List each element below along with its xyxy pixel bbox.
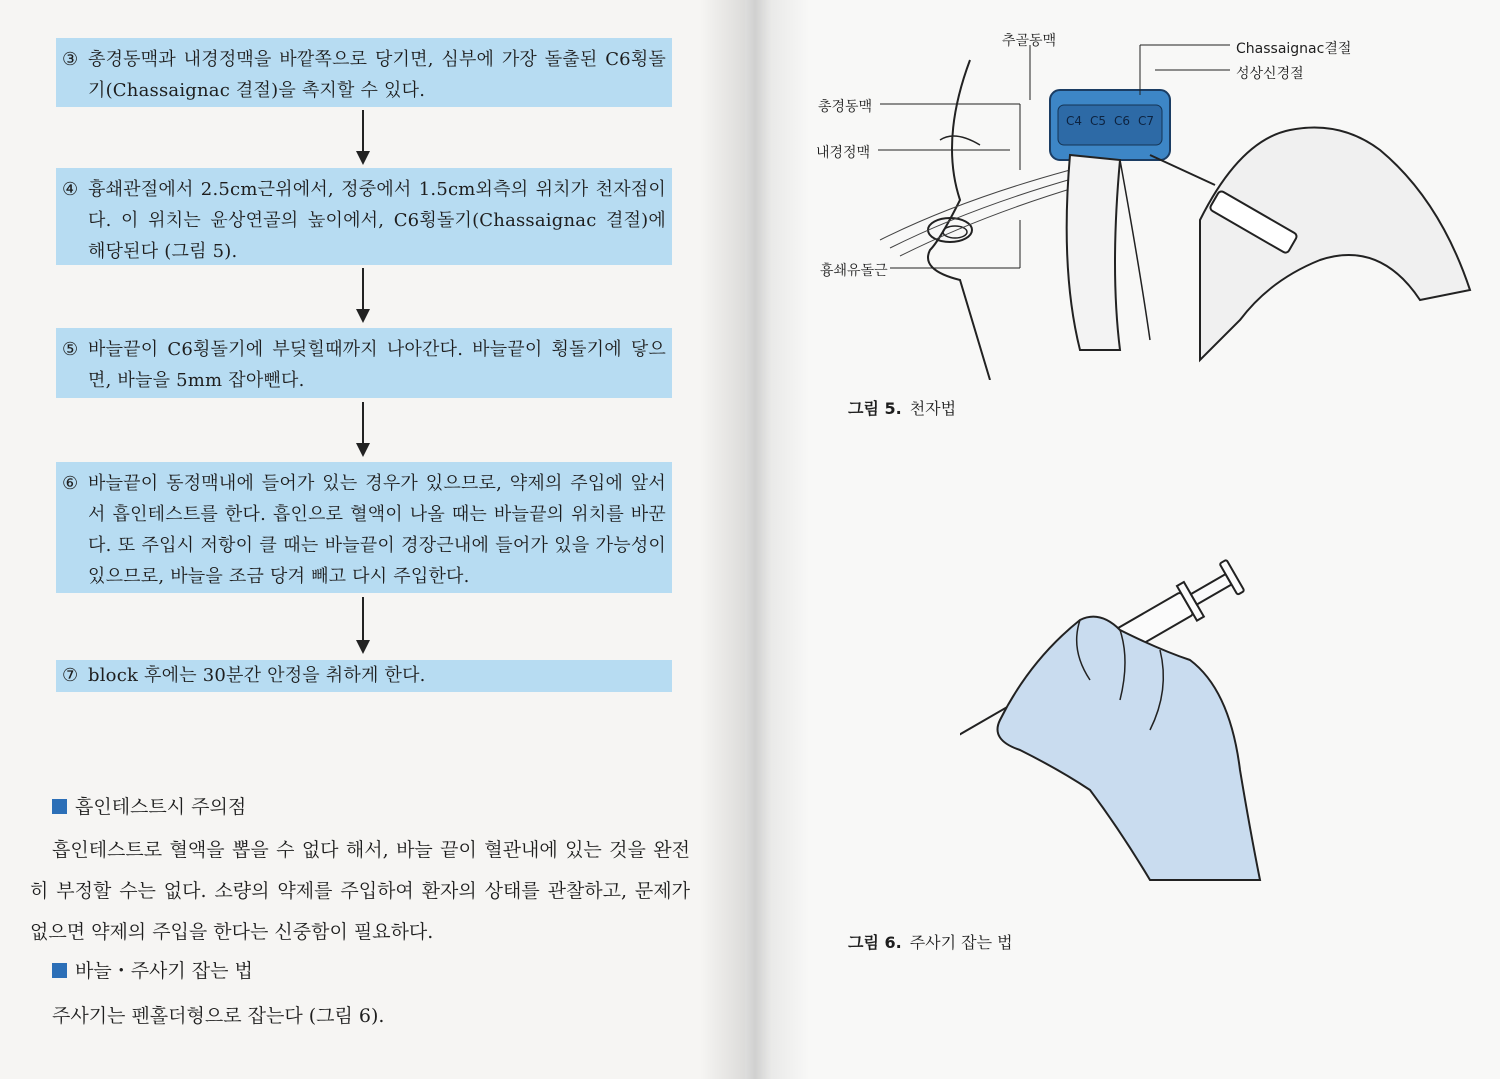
figure-6-caption-text: 주사기 잡는 법 [909, 933, 1013, 952]
figure-6-caption-label: 그림 6. [848, 933, 902, 952]
square-bullet-icon [52, 963, 67, 978]
figure-5-caption-label: 그림 5. [848, 399, 902, 418]
vertebra-c6: C6 [1114, 114, 1131, 128]
section-body-syringe: 주사기는 펜홀더형으로 잡는다 (그림 6). [52, 1005, 385, 1027]
vertebra-c7: C7 [1138, 114, 1155, 128]
figure-6-illustration [960, 550, 1270, 890]
step-text: block 후에는 30분간 안정을 취하게 한다. [88, 665, 426, 686]
figure-5-illustration [820, 20, 1480, 380]
step-6 [56, 462, 672, 593]
step-7 [56, 660, 672, 692]
square-bullet-icon [52, 799, 67, 814]
figure-6-caption [848, 930, 1013, 953]
flow-arrow [353, 402, 373, 457]
label-chassaignac: Chassaignac결절 [1236, 41, 1352, 57]
label-common-carotid: 총경동맥 [818, 99, 873, 115]
step-5 [56, 328, 672, 398]
label-scm: 흉쇄유돌근 [820, 263, 888, 279]
section-heading-syringe: 바늘・주사기 잡는 법 [52, 958, 253, 984]
label-internal-jugular: 내경정맥 [816, 145, 871, 161]
flow-arrow [353, 110, 373, 165]
vertebra-c4: C4 [1066, 114, 1083, 128]
step-number: ⑤ [62, 339, 79, 360]
step-text: 바늘끝이 동정맥내에 들어가 있는 경우가 있으므로, 약제의 주입에 앞서서 흡인테스트를 한다. 흡인으로 혈액이 나올 때는 바늘끝의 위치를 바꾼다. 또 주입시 저항이 클 때는 바늘끝이 경장근내에 들어가 있을 가능성이 있으므로, 바늘을 조금 당겨 빼고 다시 주입한다. [88, 473, 666, 587]
section-heading-aspiration: 흡인테스트시 주의점 [52, 794, 246, 820]
step-text: 흉쇄관절에서 2.5cm근위에서, 정중에서 1.5cm외측의 위치가 천자점이다. 이 위치는 윤상연골의 높이에서, C6횡돌기(Chassaignac 결절)에 해당된다 (그림 5). [88, 179, 666, 262]
label-stellate: 성상신경절 [1236, 66, 1304, 82]
step-text: 총경동맥과 내경정맥을 바깥쪽으로 당기면, 심부에 가장 돌출된 C6횡돌기(Chassaignac 결절)을 촉지할 수 있다. [88, 49, 666, 101]
label-vertebral-artery: 추골동맥 [1002, 33, 1057, 49]
flow-arrow [353, 268, 373, 323]
step-number: ④ [62, 179, 79, 200]
section-body-aspiration: 흡인테스트로 혈액을 뽑을 수 없다 해서, 바늘 끝이 혈관내에 있는 것을 완전히 부정할 수는 없다. 소량의 약제를 주입하여 환자의 상태를 관찰하고, 문제가 없으면 약제의 주입을 한다는 신중함이 필요하다. [30, 839, 690, 943]
vertebra-c5: C5 [1090, 114, 1107, 128]
step-number: ⑥ [62, 473, 79, 494]
step-number: ③ [62, 49, 79, 70]
figure-5-caption [848, 396, 956, 419]
step-text: 바늘끝이 C6횡돌기에 부딪힐때까지 나아간다. 바늘끝이 횡돌기에 닿으면, 바늘을 5mm 잡아뺀다. [88, 339, 666, 391]
step-3 [56, 38, 672, 107]
step-4 [56, 168, 672, 265]
flow-arrow [353, 597, 373, 655]
figure-5-caption-text: 천자법 [909, 399, 957, 418]
step-number: ⑦ [62, 665, 79, 686]
